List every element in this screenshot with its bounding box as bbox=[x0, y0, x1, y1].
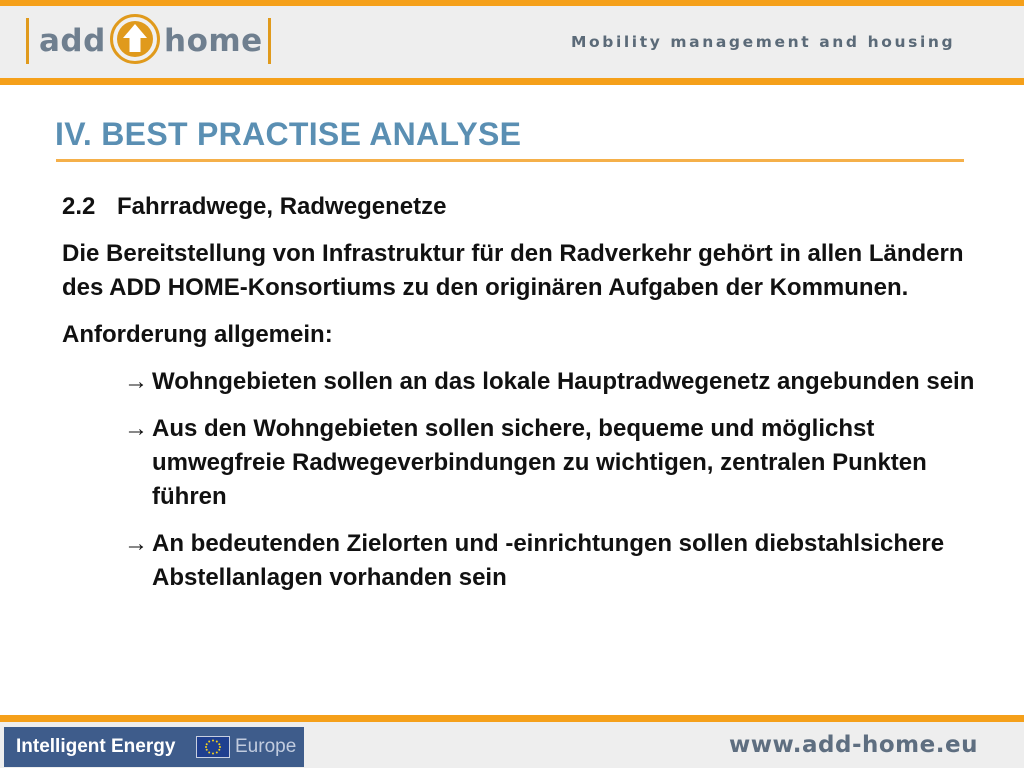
bullet-text: Aus den Wohngebieten sollen sichere, bequeme und möglichst umwegfreie Radwegeverbindungen zu wichtigen, zentralen Punkten führen bbox=[152, 415, 927, 510]
requirements-list bbox=[62, 365, 982, 595]
list-item bbox=[62, 365, 982, 399]
logo-word-home: home bbox=[164, 23, 263, 59]
bullet-text: Wohngebieten sollen an das lokale Hauptradwegenetz angebunden sein bbox=[152, 368, 975, 395]
header-bottom-stripe bbox=[0, 78, 1024, 85]
intelligent-energy-europe-logo bbox=[4, 727, 304, 767]
title-underline bbox=[56, 159, 964, 162]
website-url: www.add-home.eu bbox=[729, 732, 978, 758]
bullet-text: An bedeutenden Zielorten und -einrichtungen sollen diebstahlsichere Abstellanlagen vorhanden sein bbox=[152, 530, 945, 591]
logo-left-bar bbox=[26, 18, 29, 64]
intro-paragraph: Die Bereitstellung von Infrastruktur für den Radverkehr gehört in allen Ländern des ADD HOME-Konsortiums zu den originären Aufgaben der Kommunen. bbox=[62, 240, 964, 301]
eu-flag-icon bbox=[196, 736, 230, 758]
add-home-logo bbox=[26, 12, 276, 68]
section-number: 2.2 bbox=[62, 193, 96, 220]
tagline: Mobility management and housing bbox=[571, 33, 956, 51]
programme-name: Intelligent Energy bbox=[16, 736, 176, 757]
arrow-right-icon: → bbox=[124, 368, 148, 395]
arrow-right-icon: → bbox=[124, 530, 148, 557]
footer-stripe bbox=[0, 715, 1024, 722]
section-heading bbox=[62, 190, 982, 224]
section-title: Fahrradwege, Radwegenetze bbox=[117, 193, 447, 220]
logo-right-bar bbox=[268, 18, 271, 64]
house-arrow-icon bbox=[110, 14, 160, 64]
list-item bbox=[62, 527, 982, 595]
requirements-label: Anforderung allgemein: bbox=[62, 321, 333, 348]
arrow-right-icon: → bbox=[124, 415, 148, 442]
slide-body bbox=[62, 190, 982, 608]
programme-region: Europe bbox=[235, 736, 297, 757]
list-item bbox=[62, 412, 982, 514]
logo-word-add: add bbox=[39, 23, 106, 59]
slide-title: IV. BEST PRACTISE ANALYSE bbox=[55, 116, 522, 152]
